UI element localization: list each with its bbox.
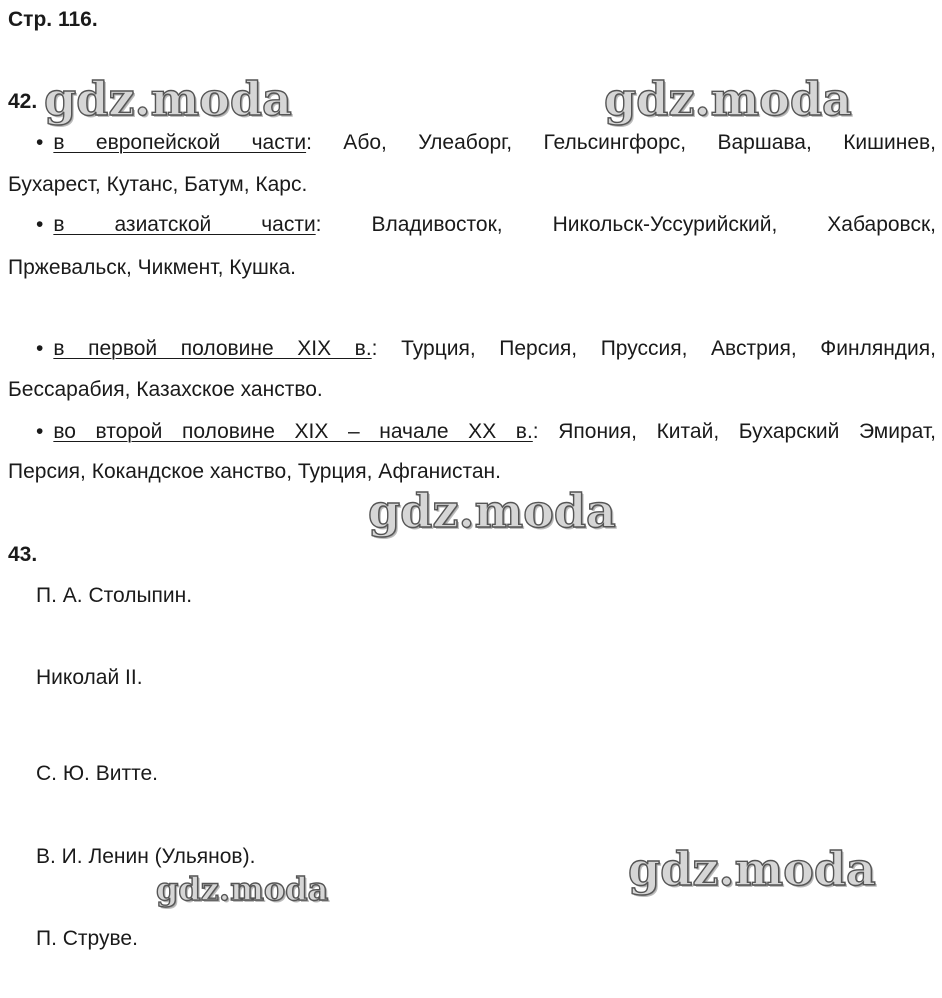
item-text-cont: Персия, Кокандское ханство, Турция, Афганистан.: [8, 460, 501, 483]
item-label: в азиатской части: [53, 213, 316, 236]
task-number-43: 43.: [8, 543, 38, 566]
answer-item: С. Ю. Витте.: [36, 762, 158, 785]
item-text: Владивосток, Никольск-Уссурийский, Хабаровск,: [321, 213, 936, 236]
item-text-cont: Бессарабия, Казахское ханство.: [8, 378, 323, 401]
item-text: Турция, Персия, Пруссия, Австрия, Финляндия,: [377, 337, 936, 360]
answer-item: П. А. Столыпин.: [36, 584, 193, 607]
item-label: в европейской части: [53, 131, 307, 154]
item-label: во второй половине XIX – начале XX в.: [53, 420, 533, 443]
answer-item: В. И. Ленин (Ульянов).: [36, 845, 256, 868]
watermark-logo: gdz.moda: [628, 842, 876, 896]
bullet: •: [36, 337, 44, 360]
watermark-logo: gdz.moda: [156, 870, 329, 908]
answer-item: П. Струве.: [36, 927, 138, 950]
watermark-logo: gdz.moda: [368, 484, 616, 538]
bullet: •: [36, 420, 44, 443]
item-label: в первой половине XIX в.: [53, 337, 372, 360]
bullet: •: [36, 213, 44, 236]
page-title: Стр. 116.: [8, 8, 98, 31]
watermark-logo: gdz.moda: [44, 72, 292, 126]
item-text-cont: Бухарест, Кутанс, Батум, Карс.: [8, 173, 308, 196]
item-text-cont: Пржевальск, Чикмент, Кушка.: [8, 256, 296, 279]
answer-item: Николай II.: [36, 666, 143, 689]
item-text: Япония, Китай, Бухарский Эмират,: [538, 420, 936, 443]
task-number-42: 42.: [8, 90, 38, 113]
watermark-logo: gdz.moda: [604, 72, 852, 126]
bullet: •: [36, 131, 44, 154]
item-text: Або, Улеаборг, Гельсингфорс, Варшава, Кишинев,: [311, 131, 936, 154]
